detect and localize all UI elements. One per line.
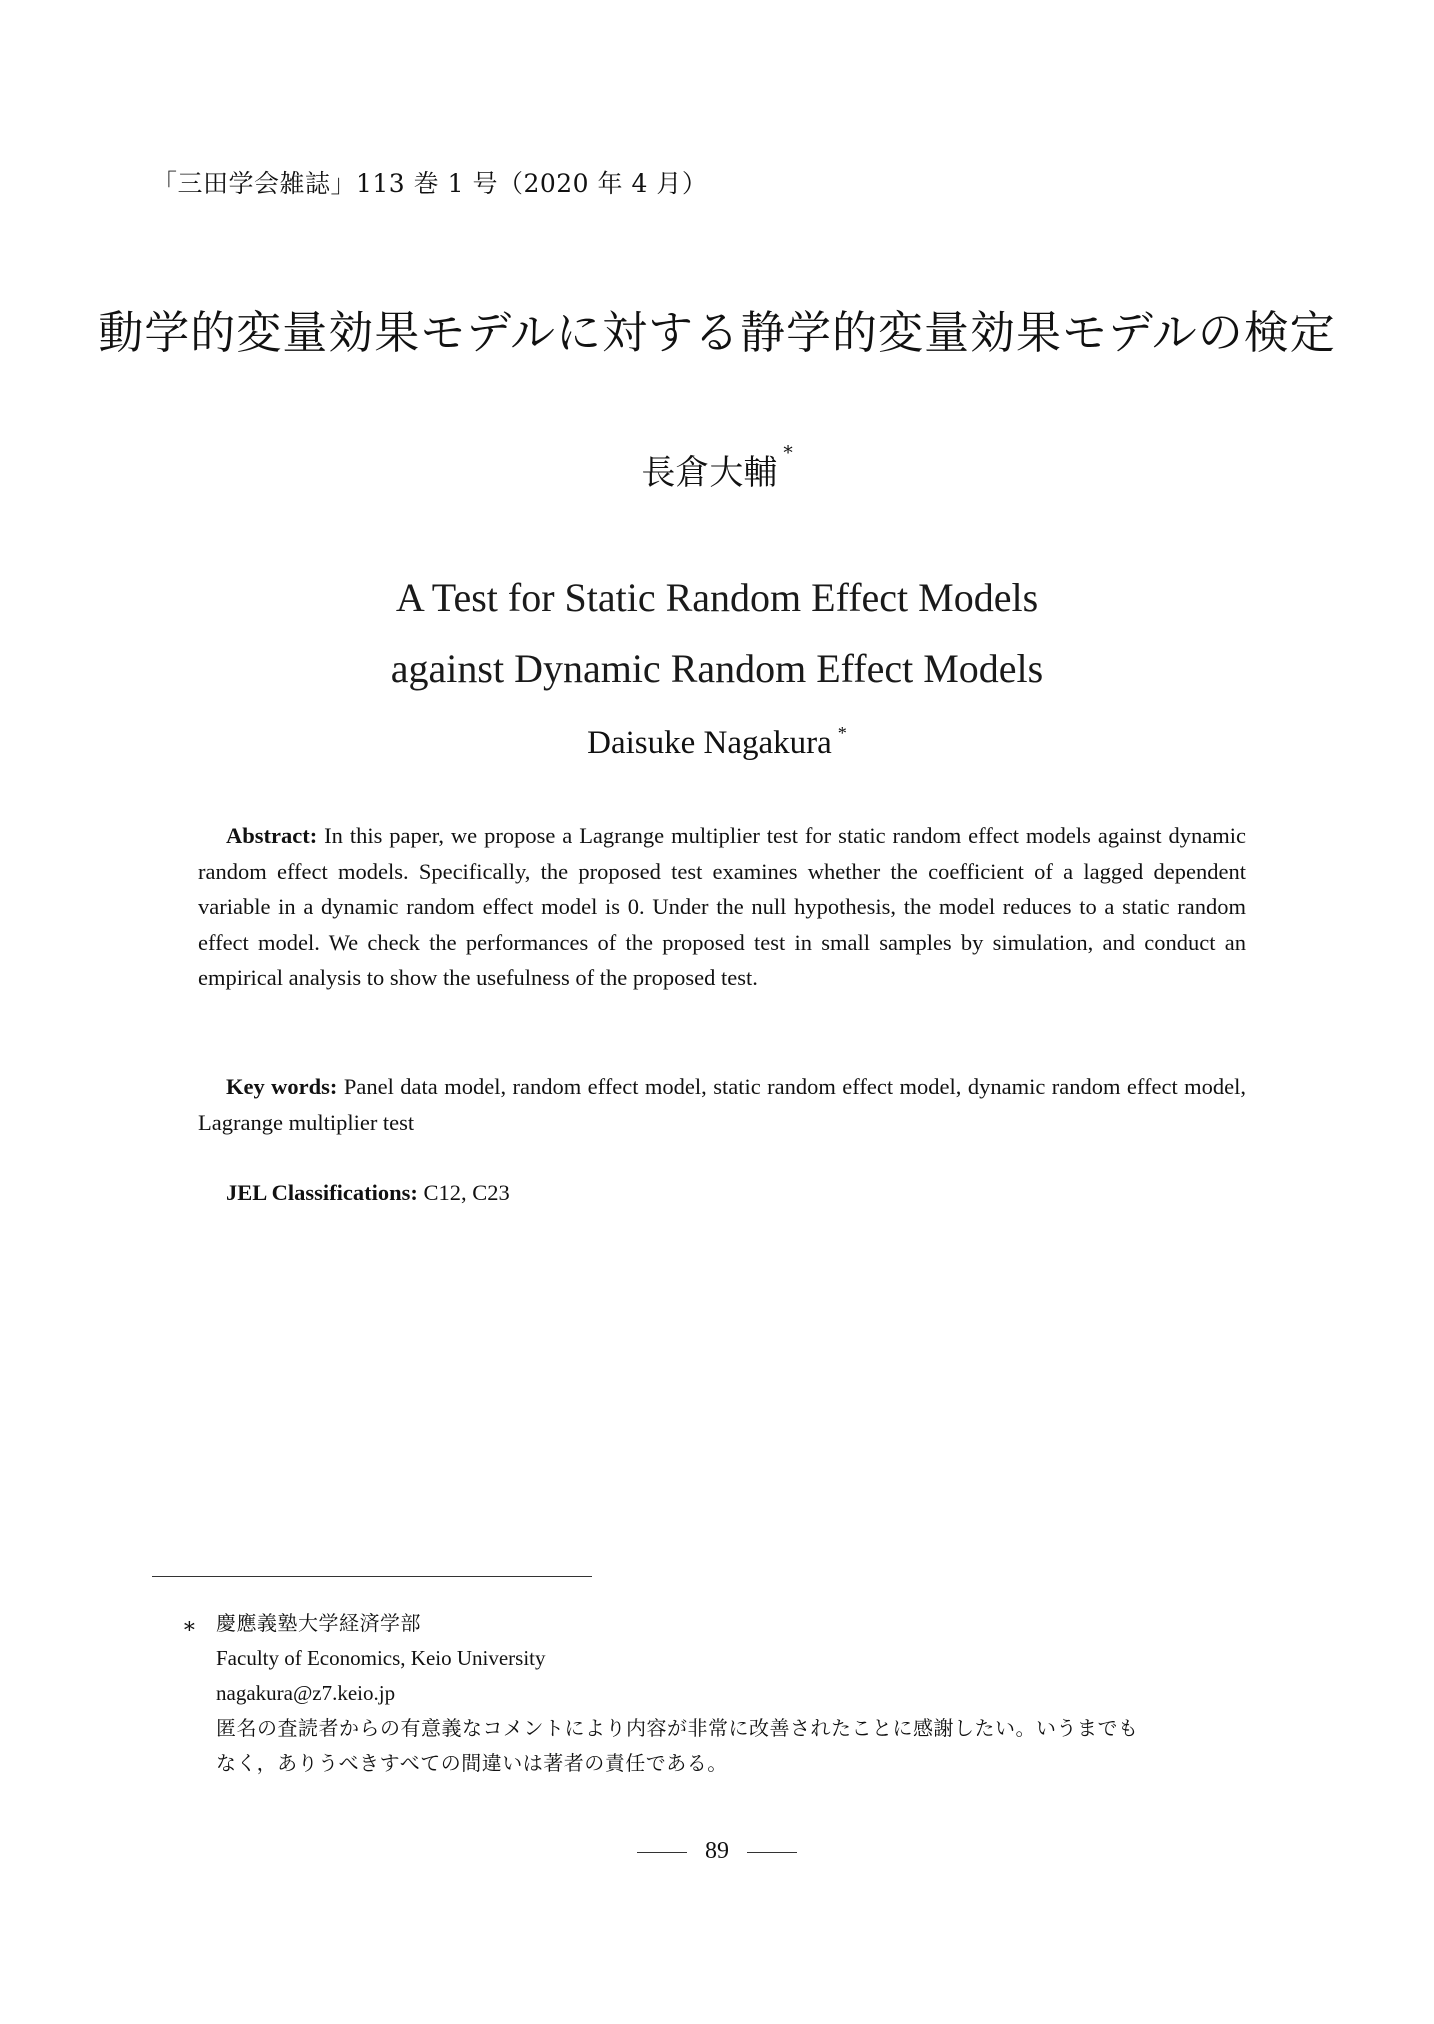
author-email: nagakura@z7.keio.jp [216, 1681, 396, 1705]
journal-header: 「三田学会雑誌」113 巻 1 号（2020 年 4 月） [152, 169, 708, 198]
author-footnote-mark: * [783, 443, 793, 464]
abstract-text: In this paper, we propose a Lagrange multiplier test for static random effect models against dynamic random effect models. Specifically, the proposed test examines whether the coefficient of a lagged dependent variable in a dynamic random effect model is 0. Under the null hypothesis, the model reduces to a static random effect model. We check the performances of the proposed test in small samples by simulation, and conduct an empirical analysis to show the usefulness of the proposed test. [198, 823, 1246, 990]
paper-title-japanese: 動学的変量効果モデルに対する静学的変量効果モデルの検定 [98, 306, 1336, 359]
paper-title-english [0, 562, 1434, 704]
keywords-text: Panel data model, random effect model, static random effect model, dynamic random effect model, Lagrange multiplier test [198, 1074, 1246, 1135]
title-en-line-1: A Test for Static Random Effect Models [395, 575, 1039, 620]
author-en-footnote-mark: * [837, 723, 847, 743]
title-en-line-2: against Dynamic Random Effect Models [390, 646, 1044, 691]
abstract-label: Abstract: [226, 823, 318, 848]
abstract [198, 818, 1246, 996]
affiliation-japanese: 慶應義塾大学経済学部 [216, 1611, 421, 1635]
acknowledgement-line-2: なく，ありうべきすべての間違いは著者の責任である。 [216, 1751, 728, 1775]
author-japanese [0, 445, 1434, 494]
page-number-dash-left [637, 1852, 687, 1853]
keywords [198, 1069, 1246, 1140]
acknowledgement-line-1: 匿名の査読者からの有意義なコメントにより内容が非常に改善されたことに感謝したい。いうまでも [216, 1716, 1139, 1740]
affiliation-english: Faculty of Economics, Keio University [216, 1646, 546, 1670]
author-name-english: Daisuke Nagakura [587, 725, 832, 761]
author-english [0, 725, 1434, 762]
keywords-label: Key words: [226, 1074, 338, 1099]
jel-label: JEL Classifications: [226, 1180, 418, 1205]
jel-text: C12, C23 [423, 1180, 510, 1205]
page-number-footer [0, 1838, 1434, 1865]
footnote-divider [152, 1576, 592, 1577]
page-number: 89 [705, 1838, 729, 1864]
jel-classifications [198, 1175, 1246, 1211]
footnote-mark: ∗ [182, 1613, 197, 1638]
author-name-japanese: 長倉大輔 [641, 453, 778, 493]
footnote-body [216, 1606, 1346, 1781]
page-number-dash-right [747, 1852, 797, 1853]
